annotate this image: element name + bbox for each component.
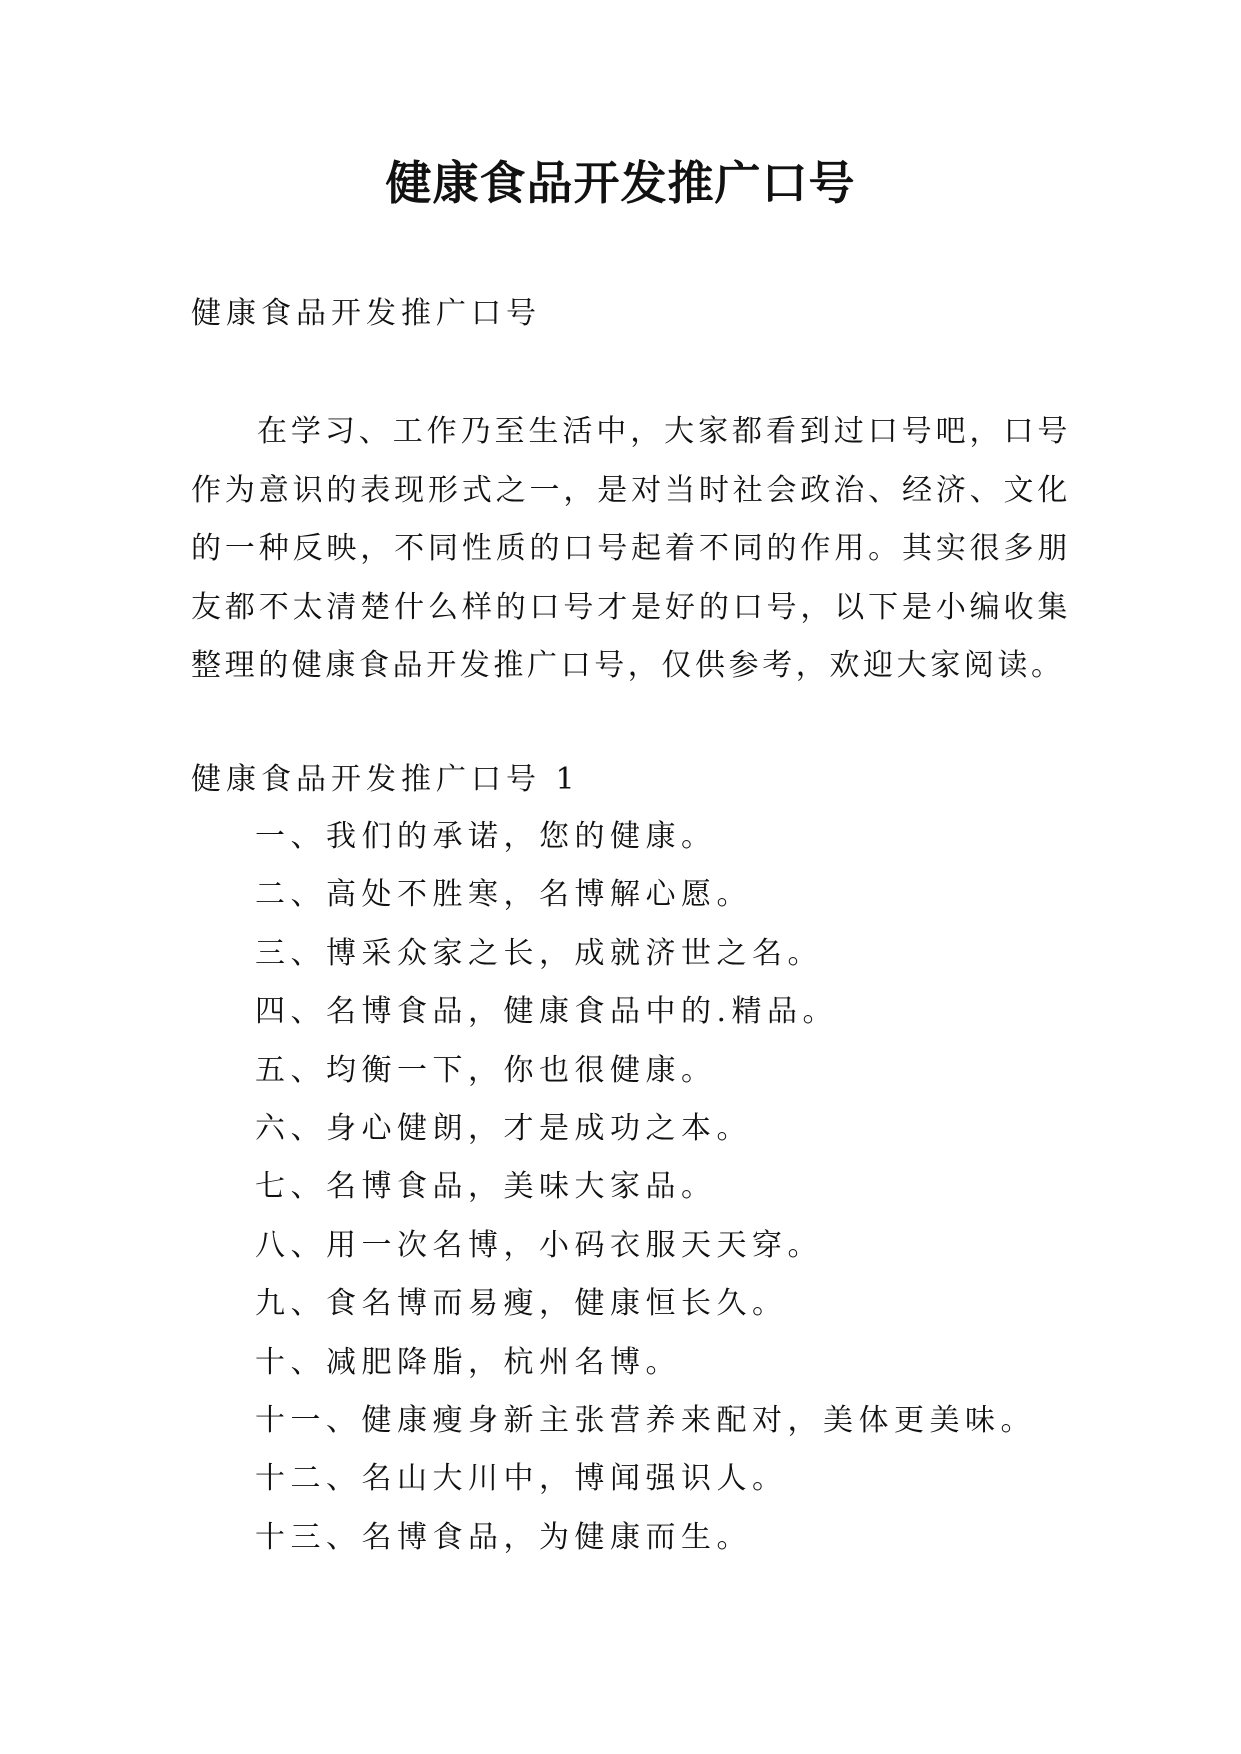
section-heading: 健康食品开发推广口号 1 xyxy=(191,762,580,797)
slogan-item: 六、身心健朗，才是成功之本。 xyxy=(255,1111,752,1147)
slogan-item: 十一、健康瘦身新主张营养来配对，美体更美味。 xyxy=(255,1403,1036,1439)
slogan-item: 八、用一次名博，小码衣服天天穿。 xyxy=(255,1227,823,1263)
intro-paragraph: 在学习、工作乃至生活中，大家都看到过口号吧，口号作为意识的表现形式之一，是对当时社会政治、经济、文化的一种反映，不同性质的口号起着不同的作用。其实很多朋友都不太清楚什么样的口号才是好的口号，以下是小编收集整理的健康食品开发推广口号，仅供参考，欢迎大家阅读。 xyxy=(191,414,1071,683)
slogan-item: 十二、名山大川中，博闻强识人。 xyxy=(255,1461,788,1497)
document-title: 健康食品开发推广口号 xyxy=(385,156,856,210)
slogan-item: 七、名博食品，美味大家品。 xyxy=(255,1169,717,1205)
slogan-item: 一、我们的承诺，您的健康。 xyxy=(255,819,717,854)
slogan-item: 三、博采众家之长，成就济世之名。 xyxy=(255,935,823,971)
slogan-item: 二、高处不胜寒，名博解心愿。 xyxy=(255,877,752,913)
slogan-item: 五、均衡一下，你也很健康。 xyxy=(255,1052,717,1088)
slogan-item: 九、食名博而易瘦，健康恒长久。 xyxy=(255,1286,788,1322)
slogan-item: 十三、名博食品，为健康而生。 xyxy=(255,1519,752,1555)
document-subtitle: 健康食品开发推广口号 xyxy=(191,296,541,331)
slogan-list xyxy=(255,808,1036,1567)
slogan-item: 十、减肥降脂，杭州名博。 xyxy=(255,1344,681,1380)
slogan-item: 四、名博食品，健康食品中的.精品。 xyxy=(255,994,839,1030)
